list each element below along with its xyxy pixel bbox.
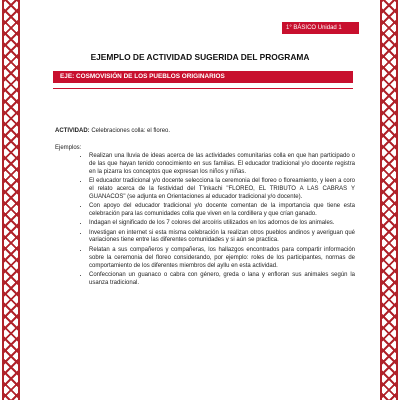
decorative-border-left bbox=[2, 0, 20, 400]
section-header: EJE: COSMOVISIÓN DE LOS PUEBLOS ORIGINARIOS bbox=[53, 71, 353, 83]
activity-label: ACTIVIDAD: bbox=[55, 128, 90, 134]
document-body bbox=[55, 128, 355, 289]
list-item: • El educador tradicional y/o docente selecciona la ceremonia del floreo o floreamiento, y leen a coro el relato acerca de la festividad del T'inkachi "FLOREO, EL TRIBUTO A LAS CABRAS Y GUANACOS" (se adjunta en Orientaciones al educador tradicional y/o docente). bbox=[89, 178, 355, 202]
activity-line bbox=[55, 128, 355, 136]
section-divider bbox=[53, 88, 353, 89]
grade-unit-badge: 1° BÁSICO Unidad 1 bbox=[282, 22, 359, 34]
list-item: • Realizan una lluvia de ideas acerca de las actividades comunitarias colla en que han participado o de las que hayan tenido conocimiento en sus familias. El educador tradicional y/o docente registra en la pizarra los conceptos que expresan los niños y niñas. bbox=[89, 153, 355, 177]
list-item: • Investigan en internet si esta misma celebración la realizan otros pueblos andinos y averiguan qué variaciones tiene entre las diferentes comunidades y si aún se practica. bbox=[89, 230, 355, 246]
list-item: • Relatan a sus compañeros y compañeras, los hallazgos encontrados para compartir información sobre la ceremonia del floreo considerando, por ejemplo: roles de los participantes, normas de comportamiento de los diferentes miembros del ayllu en esta actividad. bbox=[89, 247, 355, 271]
activity-text: Celebraciones colla: el floreo. bbox=[89, 128, 171, 134]
examples-label: Ejemplos: bbox=[55, 144, 82, 151]
list-item: • Confeccionan un guanaco o cabra con género, greda o lana y enfloran sus animales según la usanza tradicional. bbox=[89, 272, 355, 288]
list-item: • Con apoyo del educador tradicional y/o docente comentan de la importancia que tiene esta celebración para las comunidades colla que viven en la cordillera y que crían ganado. bbox=[89, 203, 355, 219]
page-title: EJEMPLO DE ACTIVIDAD SUGERIDA DEL PROGRAMA bbox=[90, 52, 310, 62]
examples-list bbox=[55, 153, 355, 288]
list-item: • Indagan el significado de los 7 colores del arcoíris utilizados en los adornos de los animales. bbox=[89, 220, 355, 228]
decorative-border-right bbox=[380, 0, 398, 400]
